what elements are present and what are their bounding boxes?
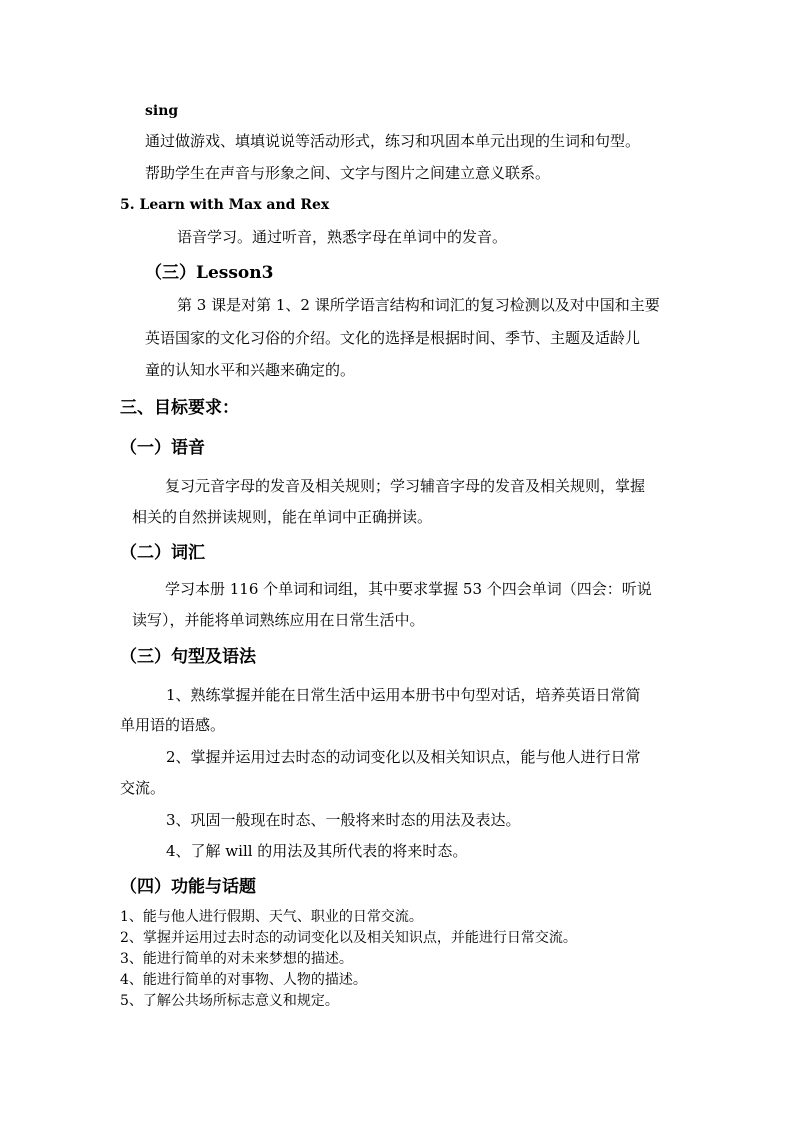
sub2-text-line-2: 读写），并能将单词熟练应用在日常生活中。	[132, 611, 425, 629]
sing-desc-line-1: 通过做游戏、填填说说等活动形式，练习和巩固本单元出现的生词和句型。	[145, 132, 641, 150]
sub3-heading: （三）句型及语法	[120, 647, 256, 667]
sub4-item-2: 2、掌握并运用过去时态的动词变化以及相关知识点，并能进行日常交流。	[120, 930, 577, 946]
sub4-item-3: 3、能进行简单的对未来梦想的描述。	[120, 951, 353, 967]
lesson3-heading: （三）Lesson3	[145, 263, 274, 283]
sub2-text-line-1: 学习本册 116 个单词和词组，其中要求掌握 53 个四会单词（四会：听说	[165, 580, 652, 598]
sub1-text-line-2: 相关的自然拼读规则，能在单词中正确拼读。	[132, 508, 433, 526]
sub4-item-4: 4、能进行简单的对事物、人物的描述。	[120, 972, 367, 988]
sub4-item-5: 5、了解公共场所标志意义和规定。	[120, 993, 339, 1009]
sub3-item-1-line-2: 单用语的语感。	[120, 716, 226, 734]
sub1-heading: （一）语音	[120, 438, 205, 458]
sub3-item-2-line-1: 2、掌握并运用过去时态的动词变化以及相关知识点，能与他人进行日常	[166, 748, 641, 766]
sub4-heading: （四）功能与话题	[120, 877, 256, 897]
item5-desc: 语音学习。通过听音，熟悉字母在单词中的发音。	[177, 228, 508, 246]
sub4-item-1: 1、能与他人进行假期、天气、职业的日常交流。	[120, 909, 423, 925]
lesson3-desc-line-2: 英语国家的文化习俗的介绍。文化的选择是根据时间、季节、主题及适龄儿	[145, 329, 641, 347]
lesson3-desc-line-3: 童的认知水平和兴趣来确定的。	[145, 361, 356, 379]
sub3-item-1-line-1: 1、熟练掌握并能在日常生活中运用本册书中句型对话，培养英语日常简	[166, 686, 641, 704]
sub3-item-4: 4、了解 will 的用法及其所代表的将来时态。	[166, 842, 468, 860]
sub3-item-2-line-2: 交流。	[120, 779, 166, 797]
item5-title: 5. Learn with Max and Rex	[120, 197, 330, 213]
sub1-text-line-1: 复习元音字母的发音及相关规则；学习辅音字母的发音及相关规则，掌握	[165, 477, 646, 495]
sing-label: sing	[145, 103, 179, 119]
lesson3-desc-line-1: 第 3 课是对第 1、2 课所学语言结构和词汇的复习检测以及对中国和主要	[177, 296, 660, 314]
sub3-item-3: 3、巩固一般现在时态、一般将来时态的用法及表达。	[166, 811, 521, 829]
sing-desc-line-2: 帮助学生在声音与形象之间、文字与图片之间建立意义联系。	[145, 164, 551, 182]
sub2-heading: （二）词汇	[120, 543, 205, 563]
section-three-heading: 三、目标要求：	[120, 398, 239, 418]
